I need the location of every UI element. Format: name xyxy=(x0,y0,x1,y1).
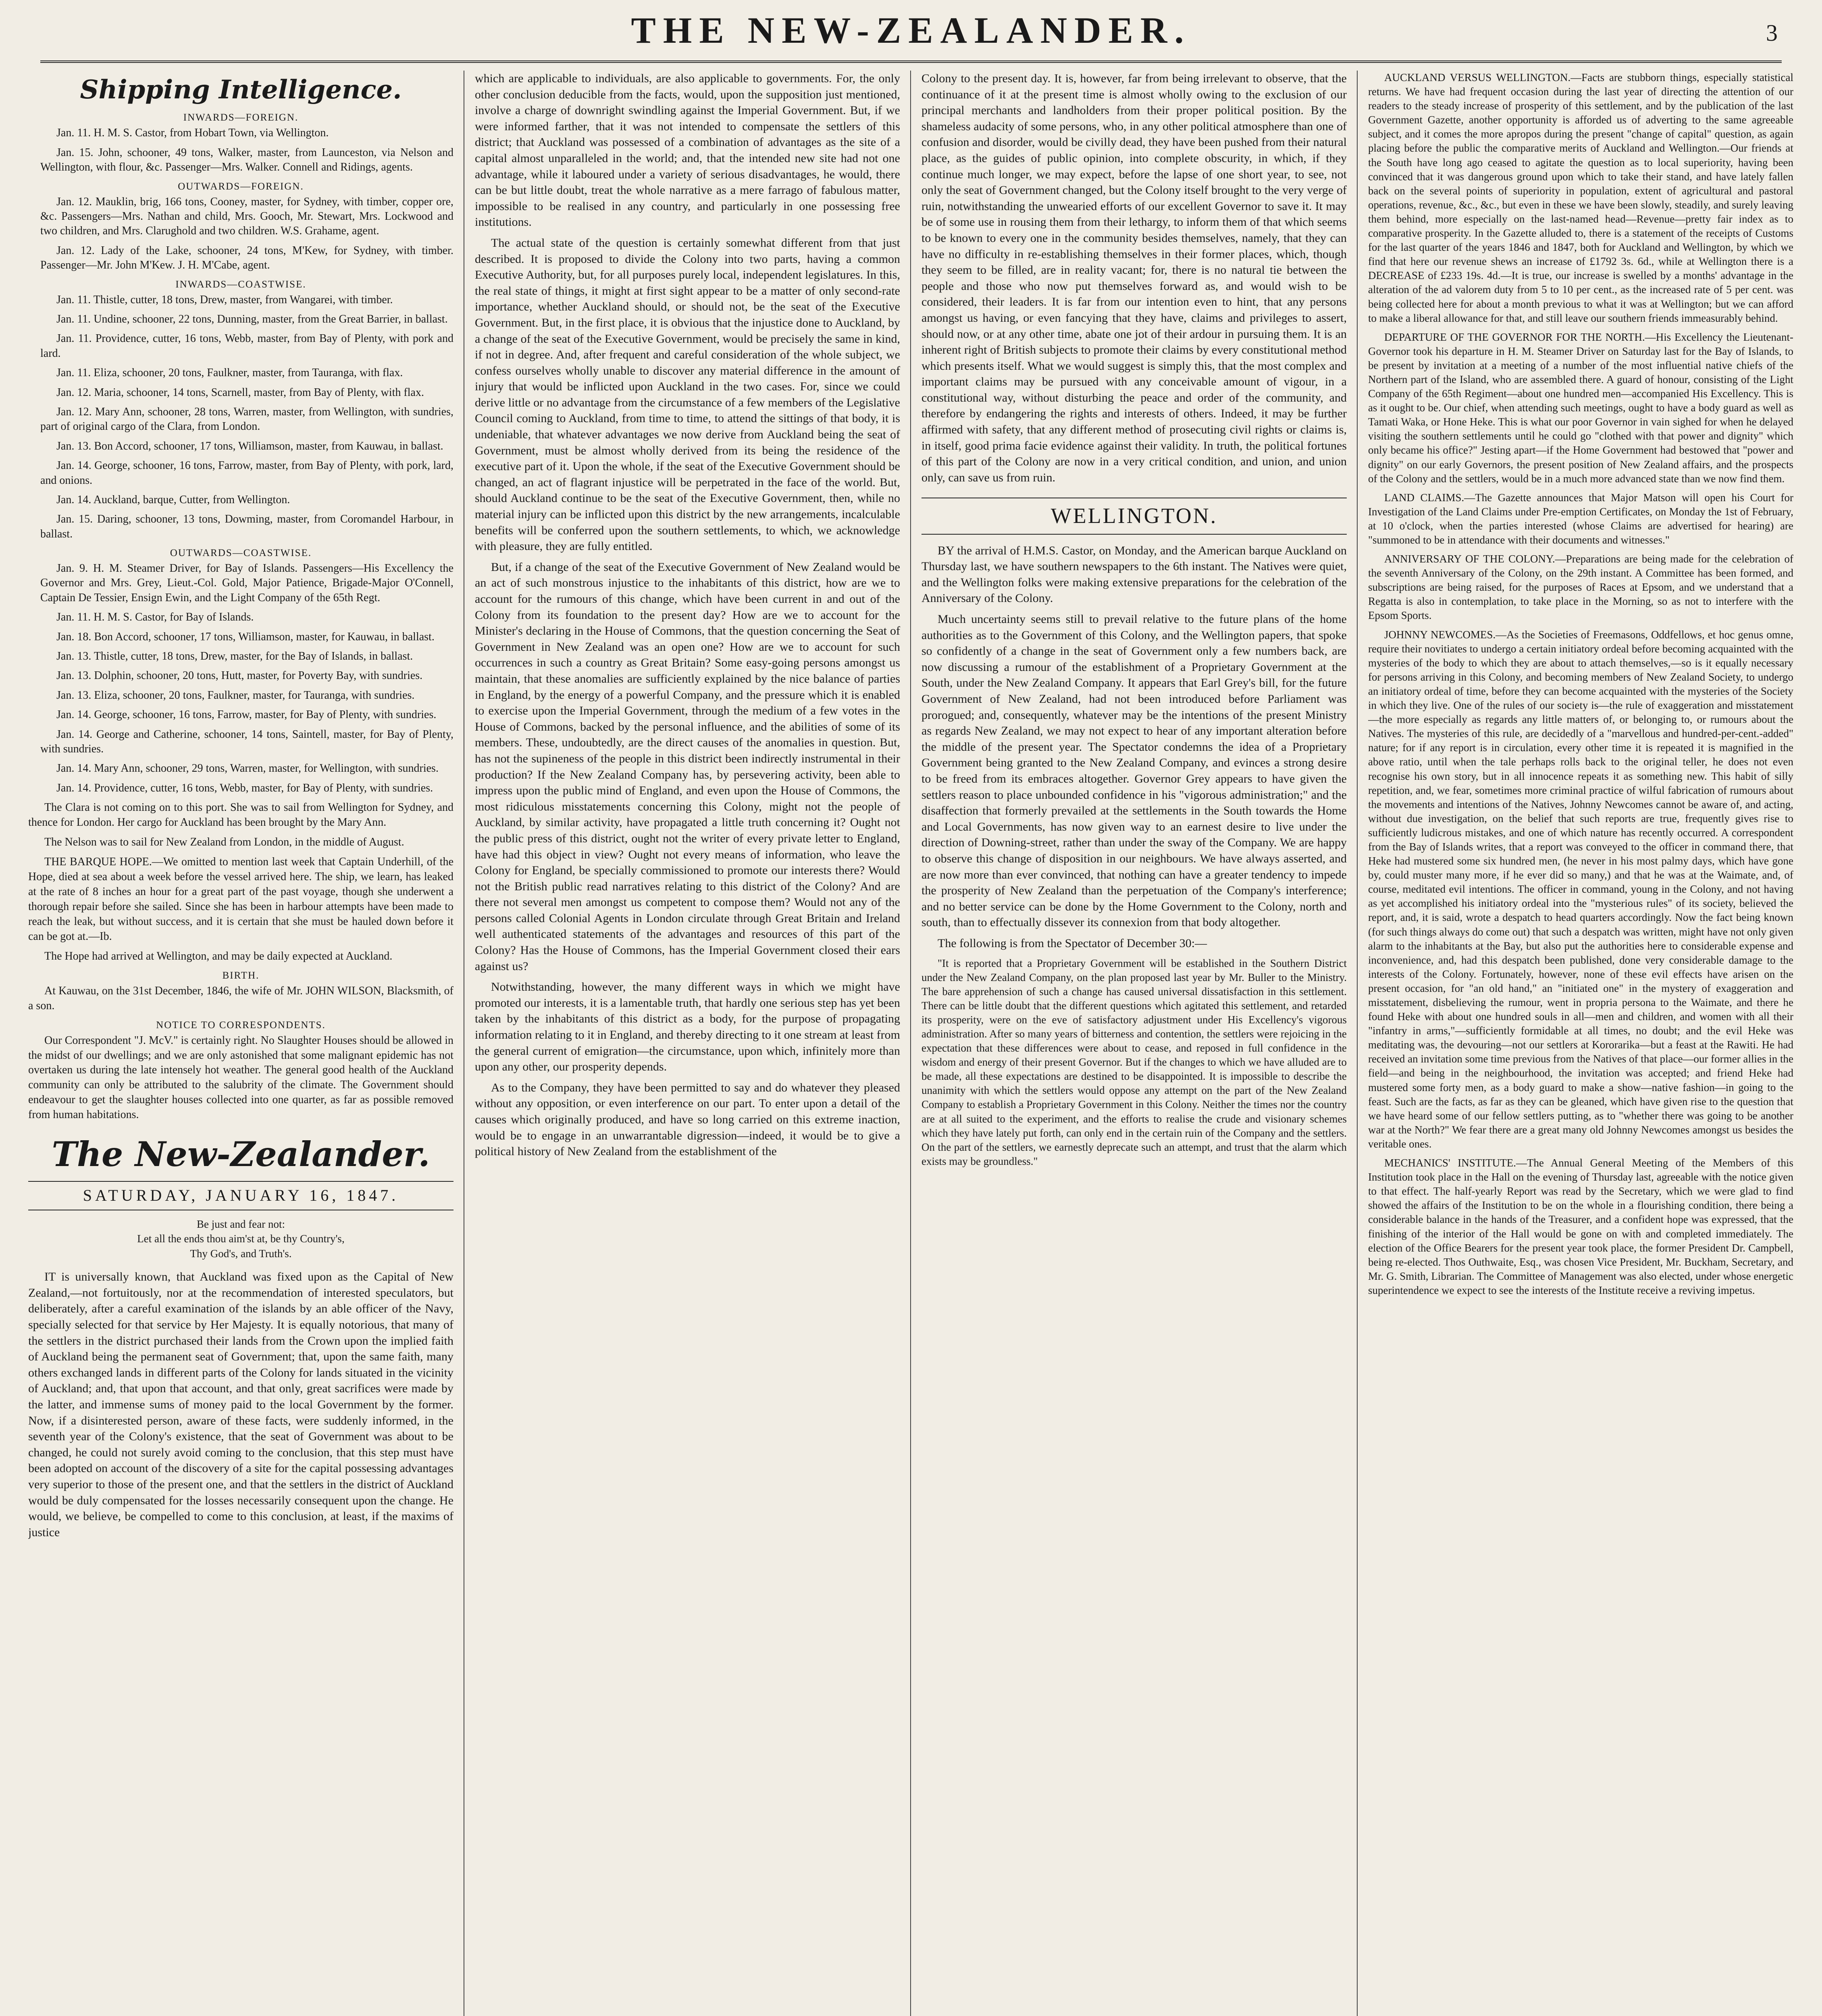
shipping-entry: Jan. 14. George, schooner, 16 tons, Farrow, master, from Bay of Plenty, with pork, lard, and onions. xyxy=(40,459,453,487)
news-item xyxy=(1368,330,1793,486)
shipping-entry: Jan. 11. Undine, schooner, 22 tons, Dunning, master, from the Great Barrier, in ballast. xyxy=(56,312,448,325)
wellington-paragraph: BY the arrival of H.M.S. Castor, on Monday, and the American barque Auckland on Thursday last, we have southern newspapers to the 6th instant. The Natives were quiet, and the Wellington folks were making extensive preparations for the celebration of the Anniversary of the Colony. xyxy=(921,544,1347,605)
spectator-quote: "It is reported that a Proprietary Government will be established in the Southern District under the New Zealand Company, on the plan proposed last year by Mr. Buller to the Ministry. The bare apprehension of such a change has caused universal dissatisfaction in this settlement. There can be little doubt that the different questions which agitated this settlement, and retarded its prosperity, were on the eve of satisfactory adjustment under His Excellency's vigorous administration. After so many years of bitterness and contention, the settlers were rejoicing in the expectation that these differences were about to cease, and reposed in full confidence in the wisdom and energy of their present Governor. But if the changes to which we have alluded are to be made, all these expectations are destined to be disappointed. It is impossible to describe the unanimity with which the settlers would oppose any attempt on the part of the New Zealand Company to establish a Proprietary Government in this Colony. Neither the times nor the country are at all suited to the experiment, and the efforts to realise the crude and visionary schemes which they have lately put forth, can only end in the certain ruin of the Company and the settlers. On the part of the settlers, we earnestly deprecate such an attempt, and trust that the alarm which exists may be groundless." xyxy=(921,957,1347,1167)
shipping-entry: Jan. 13. Bon Accord, schooner, 17 tons, Williamson, master, from Kauwau, in ballast. xyxy=(56,439,443,452)
news-item-text: —His Excellency the Lieutenant-Governor took his departure in H. M. Steamer Driver on Saturday last for the Bay of Islands, to be present by invitation at a meeting of a number of the most influential native chiefs of the Northern part of the Island, who are assembled there. A guard of honour, consisting of the Light Company of the 65th Regiment—about one hundred men—accompanied His Excellency. This is as it ought to be. Our chief, when attending such meetings, ought to have a body guard as well as Tamati Waka, or Hone Heke. This is what our poor Governor in vain sighed for when he delayed visiting the southern settlements until he could go "clothed with that power and dignity" which only became his office?" Jesting apart—if the Home Government had bestowed that "power and dignity" on our early Governors, the present position of New Zealand affairs, and the prospects of the Colony and the settlers, would be in a much more advanced state than we now find them. xyxy=(1368,331,1793,485)
shipping-entry: Jan. 12. Mary Ann, schooner, 28 tons, Warren, master, from Wellington, with sundries, part of original cargo of the Clara, from London. xyxy=(40,405,453,433)
shipping-entry: Jan. 12. Maria, schooner, 14 tons, Scarnell, master, from Bay of Plenty, with flax. xyxy=(56,386,424,399)
section-label: INWARDS—COASTWISE. xyxy=(175,279,306,290)
editorial-paragraph: Notwithstanding, however, the many different ways in which we might have promoted our interests, it is a lamentable truth, that hardly one serious step has yet been taken by the inhabitants of this district as a body, for the purpose of propagating information relating to it in England, and thereby directing to it one stream at least from the general current of emigration—the circumstance, upon which, infinitely more than upon any other, our prosperity depends. xyxy=(475,980,900,1074)
shipping-entry: Jan. 12. Mauklin, brig, 166 tons, Cooney, master, for Sydney, with timber, copper ore, &c. Passengers—Mrs. Nathan and child, Mrs. Gooch, Mr. Stewart, Mrs. Lockwood and two children, and Mrs. Clarughold and two children. W.S. Grahame, agent. xyxy=(40,195,453,237)
shipping-entry: Jan. 15. John, schooner, 49 tons, Walker, master, from Launceston, via Nelson and Wellington, with flour, &c. Passenger—Mrs. Walker. Connell and Ridings, agents. xyxy=(40,146,453,174)
editorial-paragraph: But, if a change of the seat of the Executive Government of New Zealand would be an act of such monstrous injustice to the inhabitants of this district, how are we to account for the rumours of this change, which have been current in and out of the Colony from its foundation to the present day? How are we to account for the Minister's declaring in the House of Commons, that the question concerning the Seat of Government in New Zealand was an open one? How are we to account for such occurrences in such a country as Great Britain? Some easy-going persons amongst us maintain, that these anomalies are sufficiently explained by the nice balance of parties in England, by the energy of a powerful Company, and the pressure which it is enabled to exercise upon the Imperial Government, through the medium of a few votes in the House of Commons, backed by the personal influence, and the abilities of some of its members. These, undoubtedly, are the direct causes of the anomalies in question. But, has not the supineness of the people in this district been indirectly instrumental in their production? If the New Zealand Company has, by persevering activity, been able to impress upon the public mind of England, and even upon the House of Commons, the most ridiculous misstatements concerning this Colony, might not the people of Auckland, by similar activity, have propagated a little truth concerning it? Ought not the public press of this district, ought not the writer of every private letter to England, have had this object in view? Ought not every means of information, who leave the Colony for England, be specially commissioned to promote our interests there? Would not the British public read narratives relating to this district of the Colony? And are there not several men amongst us competent to compose them? Would not any of the persons called Colonial Agents in London circulate through Great Britain and Ireland well authenticated statements of the advantages and resources of this part of the Colony? Has the House of Commons, has the Imperial Government closed their ears against us? xyxy=(475,560,900,973)
shipping-entry: Jan. 11. Thistle, cutter, 18 tons, Drew, master, from Wangarei, with timber. xyxy=(56,293,393,306)
shipping-entry: Jan. 13. Dolphin, schooner, 20 tons, Hutt, master, for Poverty Bay, with sundries. xyxy=(56,669,423,682)
dateline: SATURDAY, JANUARY 16, 1847. xyxy=(28,1181,453,1210)
wellington-paragraph: Much uncertainty seems still to prevail relative to the future plans of the home authorities as to the Government of this Colony, and the Wellington papers, that spoke so confidently of a change in the seat of Government only a few numbers back, are now discussing a rumour of the establishment of a Proprietary Government at the South, under the New Zealand Company. It appears that Earl Grey's bill, for the future Government of New Zealand, had not been introduced before Parliament was prorogued; and, consequently, whatever may be the intentions of the present Ministry as regards New Zealand, we may not expect to hear of any important alteration before the middle of the present year. The Spectator condemns the idea of a Proprietary Government being granted to the New Zealand Company, and evinces a strong desire to be freed from its embraces altogether. Governor Grey appears to have given the settlers reason to place unbounded confidence in his "vigorous administration;" and the disaffection that formerly prevailed at the settlements in the South towards the Home and Local Governments, has now given way to an earnest desire to live under the direction of Downing-street, rather than under the sway of the Company. We are happy to observe this change of disposition in our neighbours. We have always asserted, and are now more than ever convinced, that nothing can have a greater tendency to impede the prosperity of New Zealand than the perpetuation of the Company's interference; and no better service can be done by the Home Government to the Colony, north and south, than to effectually dissever its connexion from that body altogether. xyxy=(921,612,1347,929)
editorial-paragraph: IT is universally known, that Auckland was fixed upon as the Capital of New Zealand,—not fortuitously, nor at the recommendation of interested speculators, but deliberately, after a careful examination of the islands by an able officer of the Navy, specially selected for that service by Her Majesty. It is equally notorious, that many of the settlers in the district purchased their lands from the Crown upon the implied faith of Auckland being the permanent seat of Government; that, upon the same faith, many others exchanged lands in different parts of the Colony for lands situated in the vicinity of Auckland; and, that upon that account, and that only, great sacrifices were made by the latter, and immense sums of money paid to the local Government by the former. Now, if a disinterested person, aware of these facts, were suddenly informed, in the seventh year of the Colony's existence, that the seat of Government was about to be changed, he could not surely avoid coming to the conclusion, that this step must have been adopted on account of the discovery of a site for the capital possessing advantages very superior to those of the present one, and that the settlers in the district of Auckland would be duly compensated for the losses necessarily consequent upon the change. He would, we believe, be compelled to come to this conclusion, at least, if the maxims of justice xyxy=(28,1270,453,1539)
shipping-entry: Jan. 11. H. M. S. Castor, from Hobart Town, via Wellington. xyxy=(56,127,329,140)
column-rule xyxy=(910,71,911,2016)
motto-line: Be just and fear not: xyxy=(197,1218,285,1230)
birth-notice: At Kauwau, on the 31st December, 1846, the wife of Mr. JOHN WILSON, Blacksmith, of a son. xyxy=(28,984,453,1012)
news-item-text: —As the Societies of Freemasons, Oddfellows, et hoc genus omne, require their novitiates to undergo a certain initiatory ordeal before becoming acquainted with the mysteries of the body to which they are about to attach themselves,—so is it equally necessary for persons arriving in this Colony, and becoming members of New Zealand Society, to undergo an initiatory ordeal of time, before they can become acquainted with the mysteries of the Society in which they live. One of the rules of our society is—the rule of exaggeration and misstatement—the more especially as regards any little matters of, or belonging to, or rumours about the Natives. The mysteries of this rule, are decidedly of a "marvellous and hundred-per-cent.-added" nature; for if any report is in circulation, every other time it is repeated it is magnified in the above ratio, until when the tale perhaps rolls back to the original teller, he does not even recognise his own story, but in all innocence repeats it as something new. This habit of silly repetition, and, we fear, sometimes more criminal practice of wilful fabrication of rumours about the movements and intentions of the Natives, Johnny Newcomes cannot be aware of, and acting, without due investigation, on the belief that such reports are true, frequently gives rise to sufficiently ludicrous mistakes, and one of which nature has recently occurred. A correspondent from the Bay of Islands writes, that a report was conveyed to the officer in command there, that Heke had mustered some six hundred men, (he never in his most palmy days, which have gone by, could muster many more, if he ever did so many,) and that he was at the Waimate, and, of course, meditated evil intentions. The officer in command, young in the Colony, and not having as yet accomplished his initiatory ordeal into the "mysterious rules" of its society, believed the report, and, it is said, wrote a despatch to head quarters accordingly. Now the fact being known (for such things always do come out) that such a despatch was written, might have not only given alarm to the inhabitants at the Bay, but also put the authorities here to considerable expense and inconvenience, and, had this despatch been published, done very considerable damage to the interests of the Colony. Fortunately, however, none of these evil effects have arisen on the present occasion, for "an old hand," an "initiated one" in the mystery of exaggeration and misstatement, disbelieving the rumour, went in propria persona to the Waimate, and there he found Heke with about one hundred souls in all—men and children, and women with all their "infantry in arms,"—sufficiently formidable at all times, no doubt; and the evil Heke was meditating was, the devouring—not our settlers at Kororarika—but a feast at the Rawiti. He had received an invitation some time previous from the Natives of that place—our former allies in the field—and being in the neighbourhood, the invitation was accepted; and friend Heke had mustered some forty men, as a body guard to make a show—native fashion—in going to the feast. Such are the facts, as far as they can be gleaned, which have given rise to the question that we have heard some of our fellow settlers putting, as to "whether there was going to be another war at the North?" We fear there are a great many old Johnny Newcomes amongst us besides the veritable ones. xyxy=(1368,628,1793,1150)
news-item-text: —The Annual General Meeting of the Members of this Institution took place in the Hall on the evening of Thursday last, agreeable with the notice given to that effect. The half-yearly Report was read by the Secretary, which we were glad to find showed the affairs of the Institution to be on the whole in a flourishing condition, there being a considerable balance in the hands of the Treasurer, and a confident hope was expressed, that the finishing of the interior of the Hall would be gone on with and completed immediately. The election of the Office Bearers for the present year took place, the former President Dr. Campbell, being re-elected. Thos Outhwaite, Esq., was chosen Vice President, Mr. Buckham, Secretary, and Mr. G. Smith, Librarian. The Committee of Management was also elected, under whose energetic superintendence we expect to see the interests of the Institute receive a reviving impetus. xyxy=(1368,1157,1793,1296)
shipping-entry: Jan. 15. Daring, schooner, 13 tons, Dowming, master, from Coromandel Harbour, in ballast. xyxy=(40,513,453,540)
news-item xyxy=(1368,628,1793,1151)
shipping-entry: Jan. 14. George, schooner, 16 tons, Farrow, master, for Bay of Plenty, with sundries. xyxy=(56,708,437,721)
shipping-entry: Jan. 12. Lady of the Lake, schooner, 24 tons, M'Kew, for Sydney, with timber. Passenger—Mr. John M'Kew. J. H. M'Cabe, agent. xyxy=(40,244,453,272)
shipping-entry: Jan. 14. Providence, cutter, 16 tons, Webb, master, for Bay of Plenty, with sundries. xyxy=(56,781,433,794)
shipping-note: The Nelson was to sail for New Zealand from London, in the middle of August. xyxy=(44,836,404,849)
shipping-entry: Jan. 18. Bon Accord, schooner, 17 tons, Williamson, master, for Kauwau, in ballast. xyxy=(56,630,435,643)
shipping-entry: Jan. 11. Providence, cutter, 16 tons, Webb, master, from Bay of Plenty, with pork and lard. xyxy=(40,332,453,360)
editorial-paragraph: The actual state of the question is certainly somewhat different from that just described. It is proposed to divide the Colony into two parts, having a common Executive Authority, but, for all purposes purely local, independent legislatures. In this, the real state of things, it might at first sight appear to be a matter of only second-rate importance, whether Auckland should, or should not, be the seat of the Executive Government. But, in the first place, it is obvious that the injustice done to Auckland, by a change of the seat of the Executive Government, would be precisely the same in kind, if not in degree. And, after frequent and careful consideration of the whole subject, we confess ourselves wholly unable to discover any material difference in the amount of injury that would be inflicted upon Auckland in the two cases. For, since we could derive little or no advantage from the circumstance of a few members of the Legislative Council coming to Auckland, from time to time, to attend the sittings of that body, it is undeniable, that whatever advantages we now derive from Auckland being the seat of Government, must be almost wholly derived from its being the residence of the executive part of it. Upon the whole, if the seat of the Executive Government should be changed, an act of flagrant injustice will be perpetrated in the face of the world. But, should Auckland continue to be the seat of the Executive Government, then, while no material injury can be inflicted upon this district by the new arrangements, incalculable benefits will be conferred upon the southern settlements, to which, we acknowledge with pleasure, they are fully entitled. xyxy=(475,236,900,553)
editorial-paragraph: which are applicable to individuals, are also applicable to governments. For, the only other conclusion deducible from the facts, would, upon the supposition just mentioned, involve a charge of downright swindling against the Imperial Government. But, if we were informed farther, that it was not intended to compensate the settlers of this district; that Auckland was possessed of a combination of advantages as the site of a capital almost unparalleled in the world; and, that the intended new site had not one advantage, while it laboured under a variety of serious disadvantages, he would, there can be but little doubt, treat the whole narrative as a mere farrago of fabulous matter, impossible to be realised in any country, and particularly in one possessing free institutions. xyxy=(475,72,900,229)
column-1 xyxy=(28,71,453,2016)
news-item-lead: LAND CLAIMS. xyxy=(1384,491,1464,504)
news-item-lead: AUCKLAND VERSUS WELLINGTON. xyxy=(1384,71,1571,83)
shipping-entry: Jan. 14. Auckland, barque, Cutter, from Wellington. xyxy=(56,493,290,506)
news-item-text: —Facts are stubborn things, especially statistical returns. We have had frequent occasion during the last year of directing the attention of our readers to the steady increase of prosperity of this settlement, and by the publication of the last Government Gazette, another opportunity is afforded us of adverting to the same agreeable subject, and it comes the more apropos during the present "change of capital" question, as again placing before the public the comparative merits of Auckland and Wellington.—Our friends at the South have long ago ceased to agitate the question as to local superiority, having been convinced that it was dangerous ground upon which to take their stand, and have lately fallen back on the several points of superiority in population, extent of agricultural and pastoral operations, revenue, &c., &c., but even in these we have been slowly, steadily, and surely leaving them behind, more especially on the last-named head—Revenue—pretty fair index as to comparative prosperity. In the Gazette alluded to, there is a statement of the receipts of Customs for the last quarter of the years 1846 and 1847, both for Auckland and Wellington, by which we find that here our revenue shews an increase of £1792 3s. 6d., while at Wellington there is a DECREASE of £233 19s. 4d.—It is true, our increase is swelled by a months' advantage in the alteration of the ad valorem duty from 5 to 10 per cent., as the increased rate of 5 per cent. was being collected here for about a month previous to what it was at Wellington; but we can afford to make a liberal allowance for that, and still leave our southern friends immeasurably behind. xyxy=(1368,71,1793,324)
correspondents-notice: Our Correspondent "J. McV." is certainly right. No Slaughter Houses should be allowed in the midst of our dwellings; and we are only astonished that some malignant epidemic has not overtaken us during the late intensely hot weather. The general good health of the Auckland community can only be attributed to the salubrity of the climate. The Government should endeavour to get the slaughter houses collected into one quarter, as far as possible removed from human habitations. xyxy=(28,1034,453,1121)
shipping-entry: Jan. 11. Eliza, schooner, 20 tons, Faulkner, master, from Tauranga, with flax. xyxy=(56,367,403,379)
news-item xyxy=(1368,1156,1793,1297)
news-item-lead: ANNIVERSARY OF THE COLONY. xyxy=(1384,553,1555,565)
news-item-lead: DEPARTURE OF THE GOVERNOR FOR THE NORTH. xyxy=(1384,331,1645,343)
wellington-paragraph: The following is from the Spectator of December 30:— xyxy=(938,936,1207,950)
news-item xyxy=(1368,71,1793,325)
motto-line: Thy God's, and Truth's. xyxy=(190,1247,292,1260)
shipping-entry: Jan. 14. George and Catherine, schooner, 14 tons, Saintell, master, for Bay of Plenty, with sundries. xyxy=(40,728,453,755)
shipping-heading: Shipping Intelligence. xyxy=(80,75,402,105)
shipping-entry: Jan. 13. Thistle, cutter, 18 tons, Drew, master, for the Bay of Islands, in ballast. xyxy=(56,650,413,663)
shipping-note: THE BARQUE HOPE.—We omitted to mention last week that Captain Underhill, of the Hope, died at sea about a week before the vessel arrived here. The ship, we learn, has leaked at the rate of 8 inches an hour for a great part of the past voyage, though she underwent a thorough repair before she sailed. Since she has been in harbour attempts have been made to reach the leak, but without success, and it is certain that she must be hauled down before it can be got at.—Ib. xyxy=(28,856,453,943)
shipping-entry: Jan. 11. H. M. S. Castor, for Bay of Islands. xyxy=(56,611,254,624)
news-item-text: —The Gazette announces that Major Matson will open his Court for Investigation of the Land Claims under Pre-emption Certificates, on Monday the 1st of February, at 10 o'clock, when the parties interested (whose Claims are advertised for hearing) are "summoned to be in attendance with their documents and witnesses." xyxy=(1368,491,1793,546)
editorial-paragraph: As to the Company, they have been permitted to say and do whatever they pleased without any opposition, or even interference on our part. To enter upon a detail of the causes which originally produced, and have so long carried on this extreme inaction, would be to engage in an unwarrantable digression—indeed, it would be to give a political history of New Zealand from the establishment of the xyxy=(475,1081,900,1158)
shipping-entry: Jan. 13. Eliza, schooner, 20 tons, Faulkner, master, for Tauranga, with sundries. xyxy=(56,689,415,702)
motto-line: Let all the ends thou aim'st at, be thy Country's, xyxy=(137,1233,345,1245)
wellington-heading: WELLINGTON. xyxy=(921,498,1347,534)
column-rule xyxy=(1357,71,1358,2016)
column-4 xyxy=(1368,71,1793,2016)
correspondents-heading: NOTICE TO CORRESPONDENTS. xyxy=(156,1019,326,1031)
shipping-entry: Jan. 14. Mary Ann, schooner, 29 tons, Warren, master, for Wellington, with sundries. xyxy=(56,762,439,775)
shipping-entry: Jan. 9. H. M. Steamer Driver, for Bay of Islands. Passengers—His Excellency the Governor and Mrs. Grey, Lieut.-Col. Gold, Major Patience, Brigade-Major O'Connell, Captain De Tessier, Ensign Ewin, and the Light Company of the 65th Regt. xyxy=(40,562,453,604)
news-item xyxy=(1368,552,1793,623)
news-item xyxy=(1368,491,1793,547)
section-label: OUTWARDS—COASTWISE. xyxy=(170,548,312,559)
news-item-lead: JOHNNY NEWCOMES. xyxy=(1384,628,1496,641)
news-item-lead: MECHANICS' INSTITUTE. xyxy=(1384,1157,1516,1169)
shipping-note: The Clara is not coming on to this port. She was to sail from Wellington for Sydney, and thence for London. Her cargo for Auckland has been brought by the Mary Ann. xyxy=(28,801,453,829)
section-label: OUTWARDS—FOREIGN. xyxy=(178,181,304,192)
shipping-note: The Hope had arrived at Wellington, and may be daily expected at Auckland. xyxy=(44,950,393,962)
page-number: 3 xyxy=(1766,20,1778,46)
editorial-paragraph: Colony to the present day. It is, however, far from being irrelevant to observe, that the continuance of it at the present time is almost wholly owing to the exclusion of our principal merchants and landholders from their proper political position. By the shameless audacity of some persons, who, in any other political atmosphere than one of confusion and disorder, would be civilly dead, they have been pushed from their natural place, as the guides of public opinion, into complete obscurity, in which, if they continue much longer, we may expect, before the lapse of one short year, to see, not only the seat of Government changed, but the Colony itself brought to the very verge of ruin, notwithstanding the unwearied efforts of our excellent Governor to save it. It may be of some use in rousing them from their lethargy, to inform them of that which seems to be known to every one in the community besides themselves, namely, that they can have no difficulty in re-establishing themselves in their former places, which, though they seem to be filled, are in reality vacant; for, there is no natural tie between the people and those who now put themselves forward as, and would wish to be considered, their leaders. It is far from our intention even to hint, that any persons amongst us having, or even fancying that they have, claims and privileges to assert, should now, or at any other time, abate one jot of their ardour in pursuing them. It is an inherent right of British subjects to promote their claims by every constitutional method which presents itself. What we would suggest is simply this, that the most complex and important claims may be pursued with any conceivable amount of vigour, in a constitutional way, without disturbing the peace and order of the community, and therefore by endangering the rights and interests of others. Indeed, it may be further affirmed with safety, that any different method of prosecuting civil rights or claims is, in itself, good prima facie evidence against their validity. In truth, the political fortunes of this part of the Colony are now in a very critical condition, and union, and union only, can save us from ruin. xyxy=(921,72,1347,484)
paper-title: The New-Zealander. xyxy=(52,1134,430,1175)
news-item-text: —Preparations are being made for the celebration of the seventh Anniversary of the Colony, on the 29th instant. A Committee has been formed, and subscriptions are being raised, for the purposes of Races at Epsom, and we understand that a Regatta is also in contemplation, to take place in the Morning, so as not to interfere with the Epsom Sports. xyxy=(1368,553,1793,622)
column-3 xyxy=(921,71,1347,2016)
column-2 xyxy=(475,71,900,2016)
masthead-title: THE NEW-ZEALANDER. xyxy=(631,10,1191,51)
section-label: INWARDS—FOREIGN. xyxy=(183,112,299,123)
motto xyxy=(28,1217,453,1261)
columns xyxy=(28,71,1794,2016)
masthead xyxy=(40,0,1782,63)
birth-heading: BIRTH. xyxy=(222,970,260,981)
